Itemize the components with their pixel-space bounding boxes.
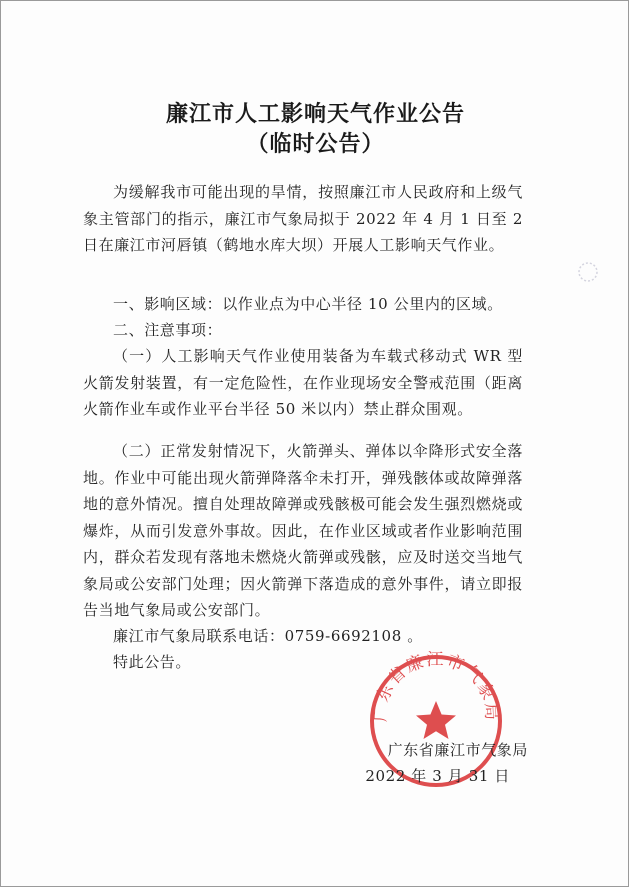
seal-text: 广东省廉江市气象局 <box>370 651 502 723</box>
signature-date: 2022 年 3 月 31 日 <box>365 767 510 785</box>
signature-organization: 广东省廉江市气象局 <box>387 741 528 759</box>
paragraph-item1: （一）人工影响天气作业使用装备为车载式移动式 WR 型火箭发射装置，有一定危险性，在作业现场安全警戒范围（距离火箭作业车或作业平台半径 50 米以内）禁止群众围观。 <box>83 347 523 418</box>
paragraph-item2: （二）正常发射情况下，火箭弹头、弹体以伞降形式安全落地。作业中可能出现火箭弹降落伞未打开，弹残骸体或故障弹落地的意外情况。擅自处理故障弹或残骸极可能会发生强烈燃烧或爆炸，从而引发意外事故。因此，在作业区域或者作业影响范围内，群众若发现有落地未燃烧火箭弹或残骸，应及时送交当地气象局或公安部门处理；因火箭弹下落造成的意外事件，请立即报告当地气象局或公安部门。 <box>83 442 523 619</box>
paragraph-section1: 一、影响区域：以作业点为中心半径 10 公里内的区域。 <box>113 295 503 313</box>
paragraph-closing: 特此公告。 <box>113 653 192 671</box>
paragraph-contact: 廉江市气象局联系电话：0759-6692108 。 <box>113 627 423 645</box>
paragraph-intro: 为缓解我市可能出现的旱情，按照廉江市人民政府和上级气象主管部门的指示，廉江市气象局拟于 2022 年 4 月 1 日至 2 日在廉江市河唇镇（鹤地水库大坝）开展人工影响天气作业。 <box>83 183 523 254</box>
faint-mark-icon <box>577 261 599 283</box>
document-title: 廉江市人工影响天气作业公告 <box>165 102 465 127</box>
document-subtitle: （临时公告） <box>246 132 385 157</box>
paragraph-section2: 二、注意事项： <box>113 321 223 339</box>
